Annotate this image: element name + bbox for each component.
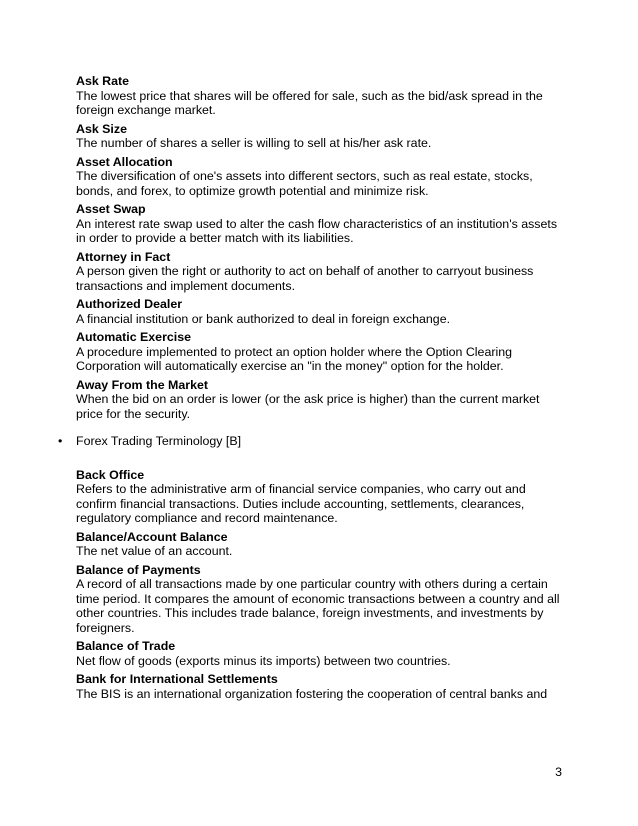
glossary-entry [76,639,562,668]
glossary-entry [76,468,562,526]
term-title: Away From the Market [76,377,208,392]
term-title: Ask Size [76,121,127,136]
glossary-entry [76,297,562,326]
term-definition: The BIS is an international organization fostering the cooperation of central banks and [76,686,548,701]
glossary-entry [76,250,562,294]
term-definition: The lowest price that shares will be offered for sale, such as the bid/ask spread in the foreign exchange market. [76,88,543,117]
section-heading: Forex Trading Terminology [B] [76,434,242,448]
term-definition: Net flow of goods (exports minus its imports) between two countries. [76,653,451,668]
bullet-icon: • [58,434,63,448]
glossary-entry [76,155,562,199]
term-definition: An interest rate swap used to alter the cash flow characteristics of an institution's assets in order to provide a better match with its liabilities. [76,216,558,245]
term-title: Asset Allocation [76,154,173,169]
glossary-entry [76,122,562,151]
glossary-entry [76,74,562,118]
term-definition: Refers to the administrative arm of financial service companies, who carry out and confirm financial transactions. Duties include accounting, settlements, clearances, regulatory compliance and record maintenance. [76,482,526,525]
glossary-entry [76,378,562,422]
term-title: Attorney in Fact [76,249,171,264]
term-title: Bank for International Settlements [76,672,278,686]
glossary-entry [76,202,562,246]
section-heading-row [58,434,562,449]
term-title: Ask Rate [76,74,130,88]
term-title: Balance/Account Balance [76,529,228,544]
term-definition: The net value of an account. [76,544,233,558]
glossary-entry [76,330,562,374]
term-title: Authorized Dealer [76,297,183,311]
term-definition: When the bid on an order is lower (or the ask price is higher) than the current market price for the security. [76,392,540,421]
page-number: 3 [555,765,562,779]
term-title: Balance of Payments [76,562,201,577]
term-definition: The diversification of one's assets into different sectors, such as real estate, stocks, bonds, and forex, to optimize growth potential and minimize risk. [76,169,533,198]
glossary-section-b [76,468,562,702]
glossary-content [58,74,562,705]
term-title: Back Office [76,467,145,482]
term-title: Balance of Trade [76,639,176,653]
term-definition: A procedure implemented to protect an option holder where the Option Clearing Corporation will automatically exercise an "in the money" option for the holder. [76,344,513,373]
term-title: Asset Swap [76,202,146,216]
term-title: Automatic Exercise [76,330,192,344]
term-definition: A financial institution or bank authorized to deal in foreign exchange. [76,311,451,326]
term-definition: The number of shares a seller is willing to sell at his/her ask rate. [76,136,432,150]
term-definition: A record of all transactions made by one particular country with others during a certain time period. It compares the amount of economic transactions between a country and all other countries. This includes trade balance, foreign investments, and investments by foreigners. [76,577,560,635]
glossary-entry [76,563,562,636]
glossary-entry [76,672,562,701]
glossary-section-a [76,74,562,421]
term-definition: A person given the right or authority to act on behalf of another to carryout business transactions and implement documents. [76,264,534,293]
glossary-entry [76,530,562,559]
